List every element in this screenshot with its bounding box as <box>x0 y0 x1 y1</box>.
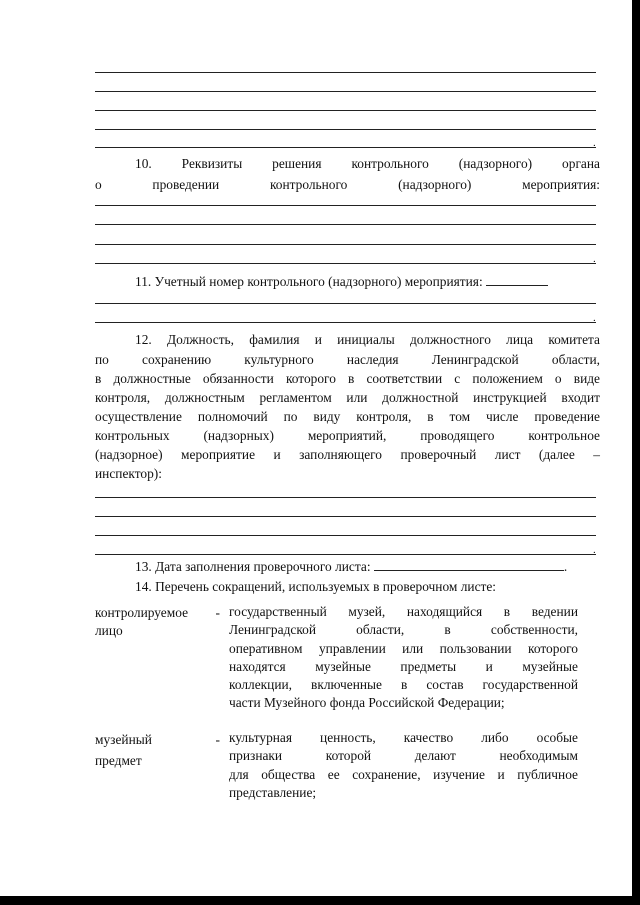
definition-line: Ленинградской области, в собственности, <box>229 622 578 638</box>
fill-line <box>95 535 596 536</box>
fill-line <box>95 322 596 323</box>
fill-line <box>95 497 596 498</box>
term-museum-item <box>95 731 220 769</box>
section-11-label: 11. Учетный номер контрольного (надзорного) мероприятия: <box>135 274 483 289</box>
fill-line <box>95 516 596 517</box>
section-12-line-4: контроля, должностным регламентом или должностной инструкцией входит <box>95 390 600 405</box>
section-10-line-1: 10. Реквизиты решения контрольного (надзорного) органа <box>135 156 600 171</box>
definition-line: культурная ценность, качество либо особые <box>229 730 578 745</box>
definition-line: признаки которой делают необходимым <box>229 748 578 764</box>
fill-line <box>95 110 596 111</box>
term-controlled-person <box>95 604 220 639</box>
fill-line <box>95 303 596 304</box>
definition-controlled-person <box>229 603 578 713</box>
definition-line: находятся музейные предметы и музейные <box>229 658 578 674</box>
section-13-label: 13. Дата заполнения проверочного листа: <box>135 559 371 574</box>
term-dash: - <box>215 732 220 747</box>
fill-line <box>95 147 596 148</box>
term-word: лицо <box>95 622 123 638</box>
definition-line: коллекции, включенные в состав государственной <box>229 677 578 693</box>
fill-line <box>95 129 596 130</box>
fill-line <box>95 554 596 555</box>
definition-line: представление; <box>229 784 317 800</box>
line-end-mark: . <box>593 137 596 149</box>
term-word: предмет <box>95 752 142 768</box>
line-end-mark: . <box>593 253 596 265</box>
section-11-line <box>135 273 600 290</box>
fill-line <box>95 91 596 92</box>
line-end-mark: . <box>563 559 568 574</box>
fill-date-field[interactable] <box>374 558 564 571</box>
line-end-mark: . <box>593 312 596 324</box>
fill-line <box>95 244 596 245</box>
record-number-field[interactable] <box>486 273 548 286</box>
definition-line: оперативном управлении или пользовании которого <box>229 640 578 656</box>
fill-line <box>95 205 596 206</box>
section-12-line-1: 12. Должность, фамилия и инициалы должностного лица комитета <box>135 332 600 347</box>
term-dash: - <box>215 605 220 620</box>
fill-line <box>95 72 596 73</box>
line-end-mark: . <box>593 544 596 556</box>
definition-line: для общества ее сохранение, изучение и публичное <box>229 766 578 782</box>
section-12-line-6: контрольных (надзорных) мероприятий, проводящего контрольное <box>95 428 600 443</box>
definition-museum-item <box>229 729 578 802</box>
section-13-line <box>135 558 600 575</box>
section-10-line-2: о проведении контрольного (надзорного) мероприятия: <box>95 177 600 192</box>
section-14-line: 14. Перечень сокращений, используемых в проверочном листе: <box>135 579 497 594</box>
section-12-line-2: по сохранению культурного наследия Ленинградской области, <box>95 352 600 367</box>
term-word: музейный <box>95 732 152 747</box>
section-12-line-7: (надзорное) мероприятие и заполняющего проверочный лист (далее – <box>95 447 600 462</box>
term-word: контролируемое <box>95 605 189 620</box>
fill-line <box>95 263 596 264</box>
fill-line <box>95 224 596 225</box>
section-12-line-3: в должностные обязанности которого в соответствии с положением о виде <box>95 371 600 386</box>
section-12-line-5: осуществление полномочий по виду контроля, в том числе проведение <box>95 409 600 424</box>
definition-line: государственный музей, находящийся в ведении <box>229 604 578 619</box>
definition-line: части Музейного фонда Российской Федерации; <box>229 695 505 711</box>
section-12-line-8: инспектор): <box>95 466 162 481</box>
